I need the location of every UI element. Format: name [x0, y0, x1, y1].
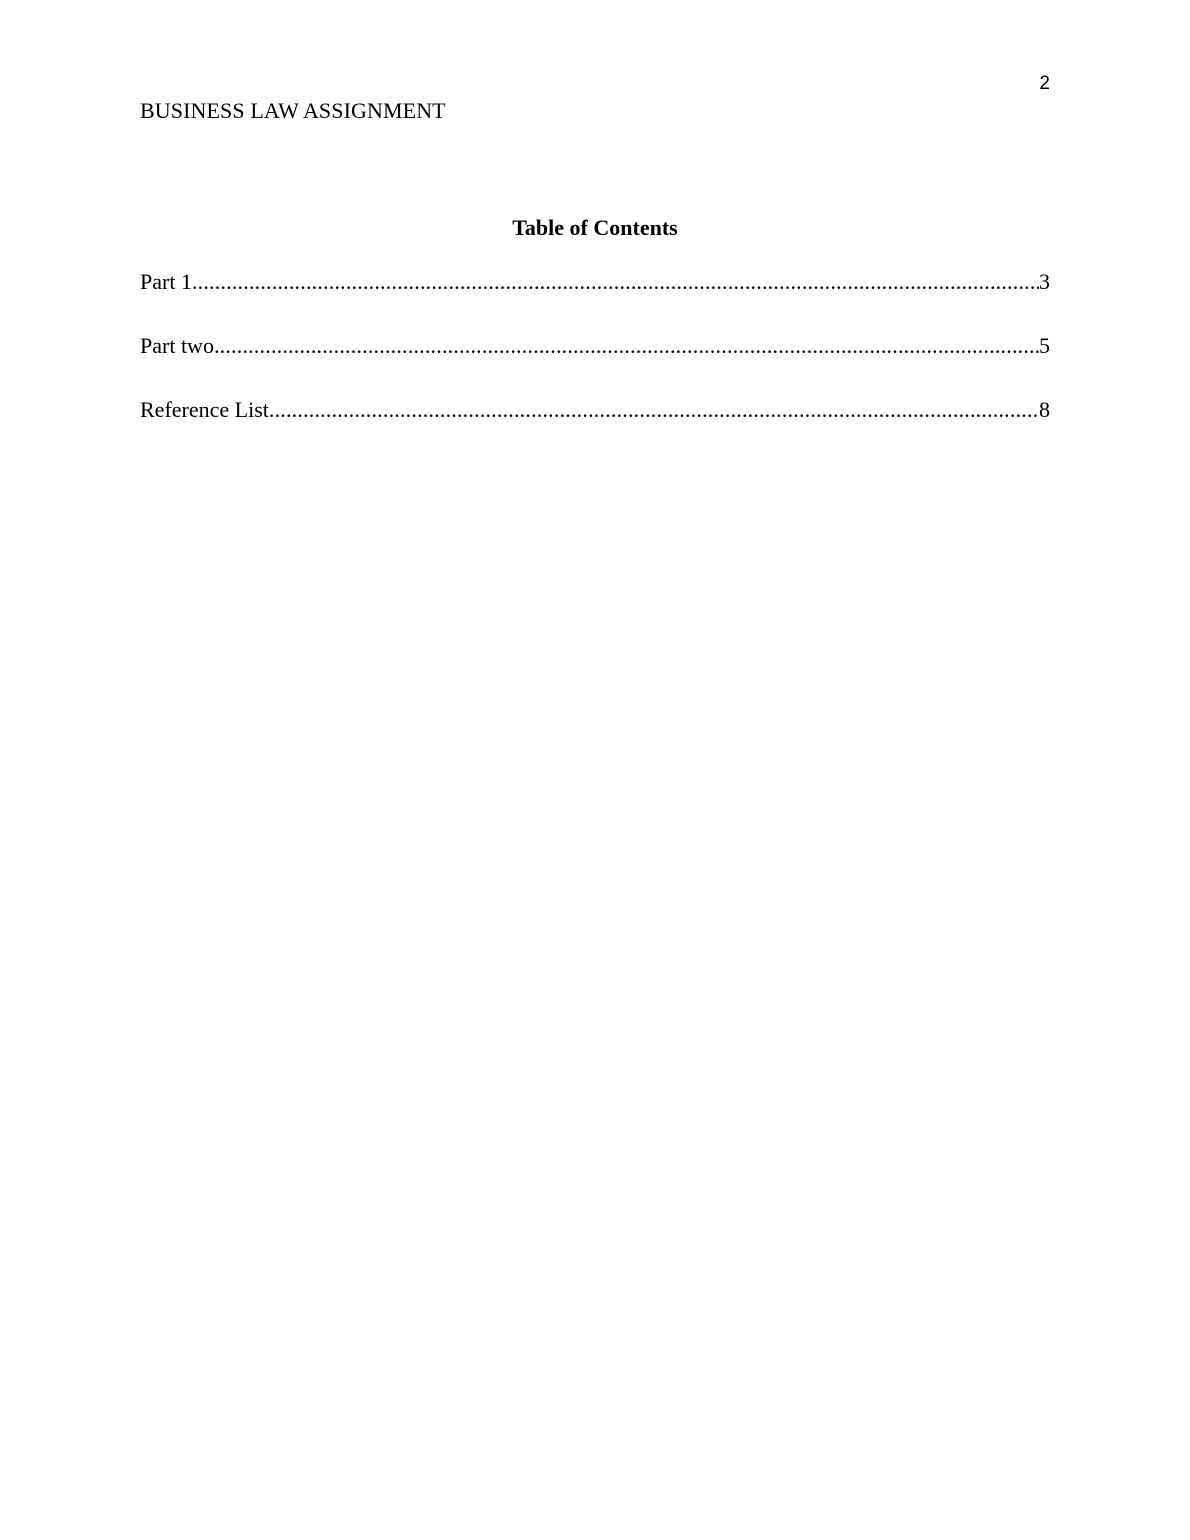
running-head: BUSINESS LAW ASSIGNMENT [140, 98, 446, 123]
toc-entry-page: 5 [1039, 333, 1050, 358]
toc-entry-label: Part 1 [140, 269, 192, 294]
page-number: 2 [1039, 73, 1050, 94]
toc-dot-leader [214, 332, 1039, 360]
toc-entry-label: Reference List [140, 397, 269, 422]
toc-entry-page: 8 [1039, 397, 1050, 422]
toc-title: Table of Contents [512, 215, 678, 240]
toc-dot-leader [192, 268, 1039, 296]
toc-entry-label: Part two [140, 333, 214, 358]
toc-list [140, 268, 1050, 460]
toc-dot-leader [269, 396, 1039, 424]
toc-entry-reference-list[interactable] [140, 396, 1050, 460]
toc-entry-page: 3 [1039, 269, 1050, 294]
toc-entry-part-1[interactable] [140, 268, 1050, 332]
toc-entry-part-two[interactable] [140, 332, 1050, 396]
